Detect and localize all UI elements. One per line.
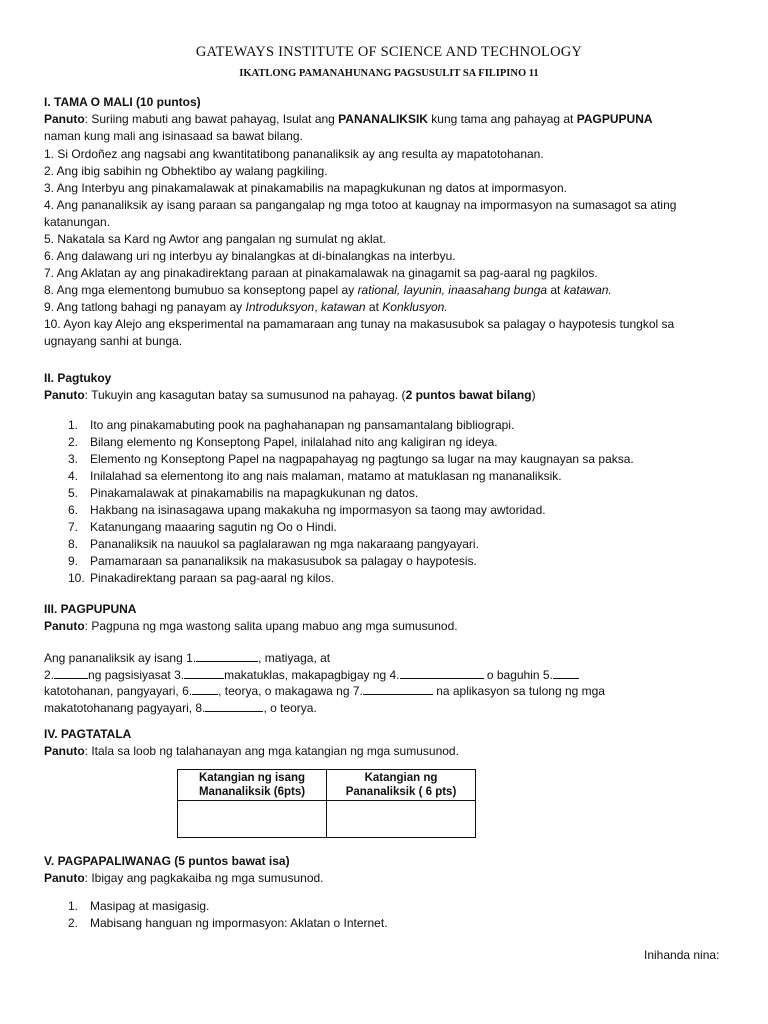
section-2 <box>44 370 734 404</box>
item-text: Inilalahad sa elementong ito ang nais malaman, matamo at matuklasan ng mananaliksik. <box>90 469 562 483</box>
item-number: 5. <box>68 486 79 500</box>
section-3 <box>44 601 734 635</box>
list-item: 5. Nakatala sa Kard ng Awtor ang pangalan ng sumulat ng aklat. <box>44 232 387 246</box>
table-header-research: Katangian ng Pananaliksik ( 6 pts) <box>327 770 476 801</box>
item-number: 1. <box>68 418 79 432</box>
list-item: 1. Si Ordoñez ang nagsabi ang kwantitatibong pananaliksik ay ang resulta ay mapatotohanan. <box>44 147 544 161</box>
table-header-researcher: Katangian ng isang Mananaliksik (6pts) <box>178 770 327 801</box>
list-item: 7. Ang Aklatan ay ang pinakadirektang paraan at pinakamalawak na ginagamit sa pag-aaral ng pagkilos. <box>44 266 598 280</box>
blank-1[interactable] <box>196 650 258 662</box>
item-text: Pamamaraan sa pananaliksik na makasusubok sa palagay o haypotesis. <box>90 554 477 568</box>
blank-4[interactable] <box>400 667 484 679</box>
list-item <box>68 434 728 451</box>
list-item-cont: ugnayang sanhi at bunga. <box>44 334 183 348</box>
section-1 <box>44 94 734 145</box>
list-item <box>68 485 728 502</box>
list-item: 9. Ang tatlong bahagi ng panayam ay Introduksyon, katawan at Konklusyon. <box>44 300 448 314</box>
item-number: 10. <box>68 571 85 585</box>
item-number: 8. <box>68 537 79 551</box>
item-text: Pananaliksik na nauukol sa paglalarawan ng mga nakaraang pangyayari. <box>90 537 479 551</box>
blank-7[interactable] <box>363 683 433 695</box>
table-cell-researcher[interactable] <box>178 801 327 838</box>
list-item <box>68 519 728 536</box>
list-item <box>68 417 728 434</box>
item-number: 2. <box>68 435 79 449</box>
list-item: 4. Ang pananaliksik ay isang paraan sa pangangalap ng mga totoo at kaugnay na impormasyon na sumasagot sa ating <box>44 198 677 212</box>
list-item: 8. Ang mga elementong bumubuo sa konseptong papel ay rational, layunin, inaasahang bunga at katawan. <box>44 283 612 297</box>
list-item <box>68 915 728 932</box>
section-5-instructions: Panuto: Ibigay ang pagkakaiba ng mga sumusunod. <box>44 871 324 885</box>
section-5 <box>44 853 734 887</box>
item-text: Ito ang pinakamabuting pook na paghahanapan ng pansamantalang bibliograpi. <box>90 418 515 432</box>
list-item: 2. Ang ibig sabihin ng Obhektibo ay walang pagkiling. <box>44 164 328 178</box>
list-item: 10. Ayon kay Alejo ang eksperimental na pamamaraan ang tunay na makasusubok sa palagay o haypotesis tungkol sa <box>44 317 675 331</box>
item-number: 9. <box>68 554 79 568</box>
item-text: Mabisang hanguan ng impormasyon: Aklatan o Internet. <box>90 916 388 930</box>
blank-2[interactable] <box>54 667 88 679</box>
list-item <box>68 468 728 485</box>
section-2-items <box>68 417 728 587</box>
prepared-by: Inihanda nina: <box>644 948 720 962</box>
item-text: Elemento ng Konseptong Papel na nagpapahayag ng pagtungo sa lugar na may kaugnayan sa paksa. <box>90 452 634 466</box>
school-name: GATEWAYS INSTITUTE OF SCIENCE AND TECHNOLOGY <box>195 44 583 60</box>
item-text: Bilang elemento ng Konseptong Papel, inilalahad nito ang kaligiran ng ideya. <box>90 435 498 449</box>
section-4-instructions: Panuto: Itala sa loob ng talahanayan ang mga katangian ng mga sumusunod. <box>44 744 459 758</box>
list-item <box>68 502 728 519</box>
list-item <box>68 570 728 587</box>
section-5-title: V. PAGPAPALIWANAG (5 puntos bawat isa) <box>44 854 290 868</box>
section-1-instructions: Panuto: Suriing mabuti ang bawat pahayag, Isulat ang PANANALIKSIK kung tama ang pahayag at PAGPUPUNA <box>44 112 653 126</box>
item-number: 2. <box>68 916 79 930</box>
section-2-title: II. Pagtukoy <box>44 371 112 385</box>
blank-3[interactable] <box>184 667 224 679</box>
item-text: Katanungang maaaring sagutin ng Oo o Hindi. <box>90 520 337 534</box>
section-4 <box>44 726 734 760</box>
item-text: Hakbang na isinasagawa upang makakuha ng impormasyon sa taong may awtoridad. <box>90 503 546 517</box>
section-5-items <box>68 898 728 932</box>
characteristics-table <box>177 769 476 838</box>
section-3-passage: Ang pananaliksik ay isang 1. , matiyaga, at 2. ng pagsisiyasat 3. makatuklas, makapagbigay ng 4. o baguhin 5. katotohanan, pangyayari, 6. , teorya, o makagawa ng 7. na aplikasyon sa tulong ng mga makatotohanang pagyayari, 8. , o teorya. <box>44 651 605 715</box>
list-item: 3. Ang Interbyu ang pinakamalawak at pinakamabilis na mapagkukunan ng datos at impormasyon. <box>44 181 567 195</box>
item-text: Pinakamalawak at pinakamabilis na mapagkukunan ng datos. <box>90 486 419 500</box>
table-cell-research[interactable] <box>327 801 476 838</box>
section-4-title: IV. PAGTATALA <box>44 727 132 741</box>
blank-6[interactable] <box>192 683 218 695</box>
list-item-cont: katanungan. <box>44 215 111 229</box>
section-1-title: I. TAMA O MALI (10 puntos) <box>44 95 201 109</box>
item-number: 7. <box>68 520 79 534</box>
item-number: 1. <box>68 899 79 913</box>
item-text: Masipag at masigasig. <box>90 899 210 913</box>
section-3-title: III. PAGPUPUNA <box>44 602 137 616</box>
section-2-instructions: Panuto: Tukuyin ang kasagutan batay sa sumusunod na pahayag. (2 puntos bawat bilang) <box>44 388 536 402</box>
list-item <box>68 898 728 915</box>
section-1-instructions-cont: naman kung mali ang isinasaad sa bawat bilang. <box>44 129 303 143</box>
blank-8[interactable] <box>205 700 263 712</box>
blank-5[interactable] <box>553 667 579 679</box>
list-item: 6. Ang dalawang uri ng interbyu ay binalangkas at di-binalangkas na interbyu. <box>44 249 456 263</box>
section-3-instructions: Panuto: Pagpuna ng mga wastong salita upang mabuo ang mga sumusunod. <box>44 619 458 633</box>
item-number: 4. <box>68 469 79 483</box>
item-number: 6. <box>68 503 79 517</box>
list-item <box>68 536 728 553</box>
list-item <box>68 553 728 570</box>
item-text: Pinakadirektang paraan sa pag-aaral ng kilos. <box>90 571 335 585</box>
item-number: 3. <box>68 452 79 466</box>
section-1-items <box>44 146 734 350</box>
exam-title: IKATLONG PAMANAHUNANG PAGSUSULIT SA FILIPINO 11 <box>239 68 539 79</box>
list-item <box>68 451 728 468</box>
